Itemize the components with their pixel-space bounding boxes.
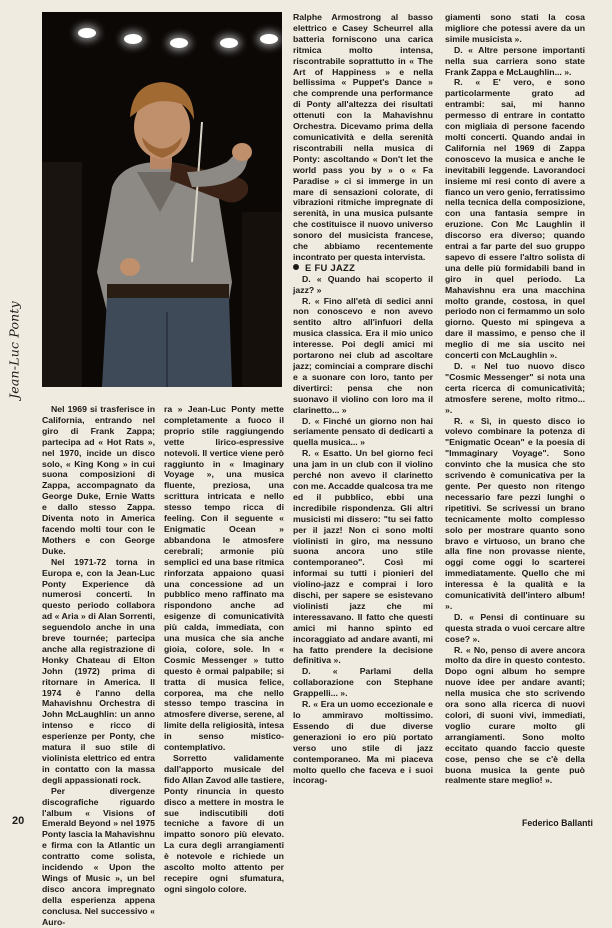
interview-answer: R. « Sì, in questo disco io volevo combinare la potenza di "Enigmatic Ocean" e la poesia di "Immaginary Voyage". Sono convinto che la musica che sto scrivendo è comunicativa per la gente. Per questo non ritengo necessario fare pezzi lunghi o ripetitivi. Se scrivessi un brano tecnicamente molto complesso solo per mostrare quanto sono bravo e virtuoso, un brano che alla fine non provasse niente, oggi come oggi lo scarterei immediatamente. Quello che mi interessa è la qualità e la comunicatività dell'intero album! ». — [445, 415, 585, 611]
interview-answer: R. « No, penso di avere ancora molto da dire in questo contesto. Dopo ogni album ho sempre nuove idee per andare avanti; nella musica che sto scrivendo ora sono alla ricerca di nuovi colori, di suoni vivi, immediati, voglio curare molto gli arrangiamenti. Sono molto eccitato quando faccio queste cose, penso che se c'è della buona musica la gente può realmente stare meglio! ». — [445, 644, 585, 786]
interview-question: D. « Parlami della collaborazione con Stephane Grappelli... ». — [293, 666, 433, 699]
interview-answer: R. « Esatto. Un bel giorno feci una jam in un club con il violino perché non avevo il clarinetto con me. Accadde qualcosa tra me ed il pubblico, ebbi una incredibile rispondenza. Gli altri musicisti mi dissero: "tu sei fatto per il jazz! Non ci sono molti violinisti in giro, ma nessuno suona ancora uno stile contemporaneo". Così mi informai su tutti i pionieri del violino-jazz e comprai i loro dischi, per sapere se esistevano violinisti jazz che mi interessavano. Il fatto che questi amici mi hanno spinto ed incoraggiato ad andare avanti, mi ha fatto prendere la decisione definitiva ». — [293, 448, 433, 666]
bullet-icon — [293, 264, 299, 270]
side-caption-text: Jean-Luc Ponty — [6, 301, 22, 399]
photo-side-caption — [5, 300, 23, 400]
interview-answer: R. « Fino all'età di sedici anni non conoscevo e non avevo sentito altro all'infuori della musica classica. Era il mio unico interesse. Poi degli amici mi portarono nei club ad ascoltare jazz; cominciai a comprare dischi e a suonare con loro, tanto per divertirci: pensa che non suonavo il violino con loro ma il clarinetto... » — [293, 295, 433, 415]
interview-answer: R. « Era un uomo eccezionale e lo ammiravo moltissimo. Essendo di due diverse generazioni io ero più portato verso uno stile di jazz contemporaneo. Ma mi piaceva molto quello che faceva e i suoi incorag- — [293, 699, 433, 786]
interview-question: D. « Pensi di continuare su questa strada o vuoi cercare altre cose? ». — [445, 611, 585, 644]
text-column-4 — [445, 12, 585, 812]
interview-answer: R. « E' vero, e sono particolarmente grato ad entrambi: sai, mi hanno permesso di entrare in contatto con migliaia di persone facendo molti concerti. Quando andai in California nel 1969 di Zappa conoscevo la musica e anche le inevitabili leggende. Lavorandoci insieme mi resi conto di avere a fianco un vero genio, ferratissimo nella tecnica della composizione, con una fantasia sempre in eruzione. Con Mc Laughlin il discorso era diverso; quando entrai a far parte del suo gruppo sapevo di essere l'altro solista di una delle più formidabili band in giro in quel periodo. La Mahavishnu era una macchina molto grande, costosa, in quel periodo non ci fermammo un solo giorno. Questo mi spingeva a dare il massimo, e penso che il meglio di me sia uscito nei concerti con McLaughlin ». — [445, 77, 585, 361]
interview-question: D. « Altre persone importanti nella sua carriera sono state Frank Zappa e McLaughlin... ». — [445, 44, 585, 77]
author-signature: Federico Ballanti — [522, 818, 593, 828]
paragraph: giamenti sono stati la cosa migliore che potessi avere da un simile musicista ». — [445, 12, 585, 44]
text-column-2 — [164, 404, 284, 894]
paragraph: Ralphe Armostrong al basso elettrico e Casey Scheurrel alla batteria forniscono una carica ritmica molto intensa, riscontrabile soprattutto in « The Art of Happiness » e nella bellissima « Puppet's Dance » che comprende una performance di Ponty all'altezza dei risultati ottenuti con la Mahavishnu Orchestra. Dicevamo prima della comunicatività e della serenità riscontrabili nella musica di Ponty: ascoltando « Don't let the world pass you by » o « Fa Paradise » ci si immerge in un mare di sensazioni colorate, di vibrazioni ritmiche impregnate di serenità, in una musica pulsante che costituisce il nuovo universo sonoro del musicista francese, che abbiamo recentemente incontrato per questa intervista. — [293, 12, 433, 262]
section-heading — [293, 263, 433, 274]
paragraph: Nel 1971-72 torna in Europa e, con la Jean-Luc Ponty Experience dà numerosi concerti. In questo periodo collabora ad « Aria » di Alan Sorrenti, seguendolo anche in una breve tournée; partecipa anche alla registrazione di Honky Chateau di Elton John (1972) prima di ritornare in America. Il 1974 è l'anno della Mahavishnu Orchestra di John McLaughlin: un anno intenso e ricco di esperienze per Ponty, che matura il suo stile di violinista elettrico ed entra in contatto con la massa degli appassionati rock. — [42, 556, 155, 785]
paragraph: Sorretto validamente dall'apporto musicale del fido Allan Zavod alle tastiere, Ponty rinuncia in questo disco a mettere in mostra le sue indiscutibili doti tecniche a favore di un impatto sonoro più elevato. La cura degli arrangiamenti è notevole e richiede un ascolto molto attento per recepire ogni sfumatura, ogni singolo colore. — [164, 753, 284, 894]
text-column-1 — [42, 404, 155, 927]
concert-photo — [42, 12, 282, 387]
violinist-figure — [42, 12, 282, 387]
interview-question: D. « Quando hai scoperto il jazz? » — [293, 273, 433, 295]
paragraph: Per divergenze discografiche riguardo l'album « Visions of Emerald Beyond » nel 1975 Ponty lascia la Mahavishnu e firma con la Atlantic un contratto come solista, incidendo « Upon the Wings of Music », un bel disco ancora impregnato della esperienza appena conclusa. Nel successivo « Auro- — [42, 785, 155, 927]
page-number: 20 — [12, 815, 25, 827]
interview-question: D. « Nel tuo nuovo disco "Cosmic Messenger" si nota una certa ricerca di comunicatività; atmosfere serene, molto ritmo... ». — [445, 361, 585, 415]
text-column-3 — [293, 12, 433, 812]
section-heading-text: E FU JAZZ — [305, 261, 356, 273]
interview-question: D. « Finché un giorno non hai seriamente pensato di dedicarti a quella musica... » — [293, 415, 433, 448]
paragraph: ra » Jean-Luc Ponty mette completamente a fuoco il proprio stile raggiungendo vette lirico-espressive notevoli. Il vertice viene però raggiunto in « Imaginary Voyage », una musica fluente, preziosa, una scrittura intricata e nello stesso tempo ricca di feeling. Con il seguente « Enigmatic Ocean » abbandona le atmosfere cerebrali; armonie più semplici ed una base ritmica rinforzata appaiono quasi una concessione ad un pubblico meno raffinato ma rispondono anche ad esigenze di comunicatività più calda, immediata, con una musica che sia anche gioia, colore, sole. In « Cosmic Messenger » tutto questo è ormai palpabile; si tratta di musica felice, corporea, ma che nello stesso tempo trascina in atmosfere diverse, serene, al limite della religiosità, intesa in senso mistico-contemplativo. — [164, 404, 284, 753]
paragraph: Nel 1969 si trasferisce in California, entrando nel giro di Frank Zappa; partecipa ad « Hot Rats », nel 1970, incide un disco solo, « King Kong » in cui suona composizioni di Zappa, accompagnato da George Duke, Ernie Watts e dallo stesso Zappa. Diventa noto in America facendo molti tour con le Mothers e con George Duke. — [42, 404, 155, 556]
